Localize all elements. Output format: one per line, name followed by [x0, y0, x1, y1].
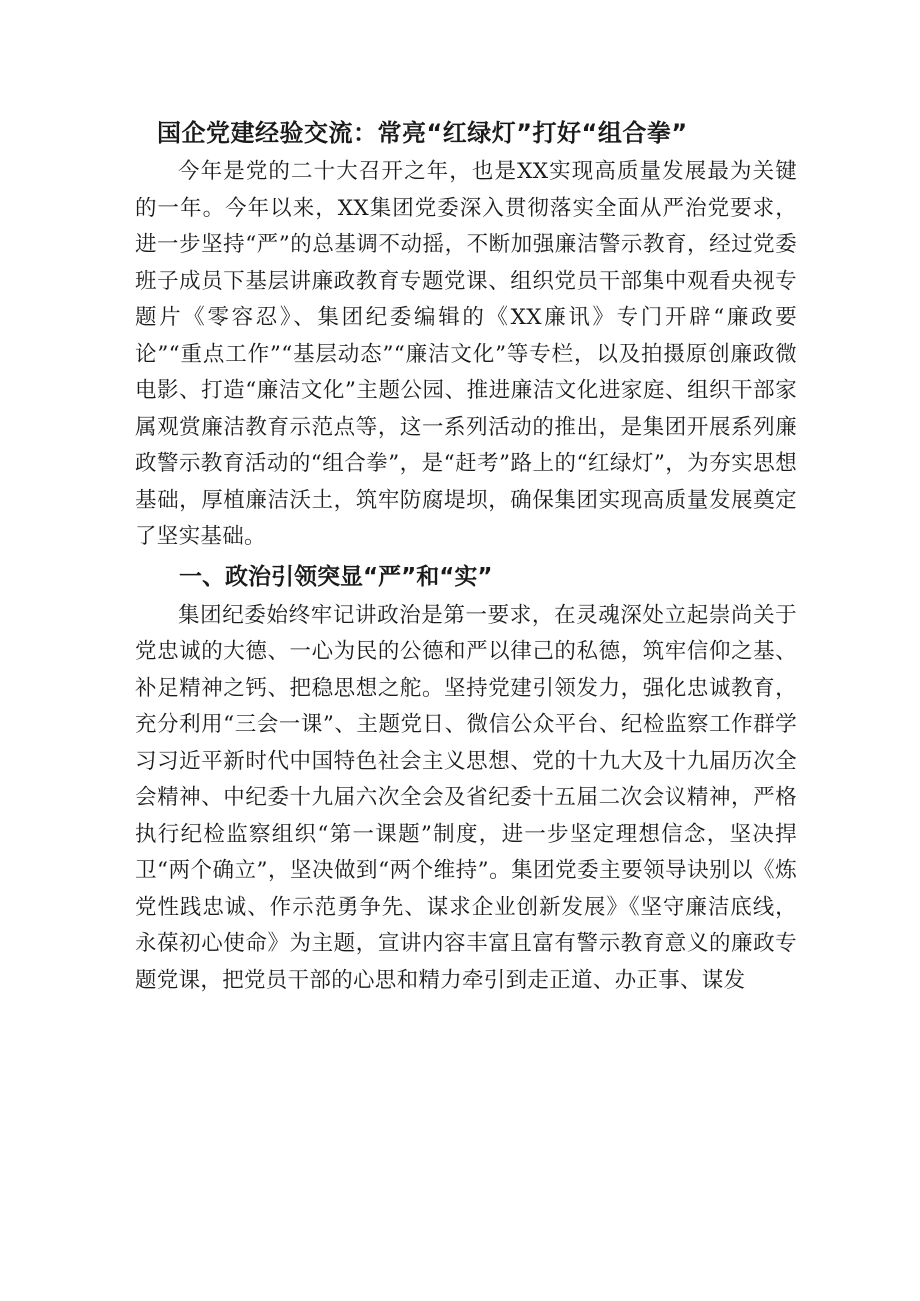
section-1-heading: 一、政治引领突显“严”和“实”: [179, 563, 493, 590]
document-body: [135, 112, 797, 999]
document-title: 国企党建经验交流：常亮“红绿灯”打好“组合拳”: [157, 119, 688, 147]
section-1-paragraph: 集团纪委始终牢记讲政治是第一要求，在灵魂深处立起崇尚关于党忠诚的大德、一心为民的公德和严以律己的私德，筑牢信仰之基、补足精神之钙、把稳思想之舵。坚持党建引领发力，强化忠诚教育，充分利用“三会一课”、主题党日、微信公众平台、纪检监察工作群学习习近平新时代中国特色社会主义思想、党的十九大及十九届历次全会精神、中纪委十九届六次全会及省纪委十五届二次会议精神，严格执行纪检监察组织“第一课题”制度，进一步坚定理想信念，坚决捍卫“两个确立”，坚决做到“两个维持”。集团党委主要领导诀别以《炼党性践忠诚、作示范勇争先、谋求企业创新发展》《坚守廉洁底线，永葆初心使命》为主题，宣讲内容丰富且富有警示教育意义的廉政专题党课，把党员干部的心思和精力牵引到走正道、办正事、谋发: [135, 602, 797, 993]
intro-paragraph: 今年是党的二十大召开之年，也是XX实现高质量发展最为关键的一年。今年以来，XX集团党委深入贯彻落实全面从严治党要求，进一步坚持“严”的总基调不动摇，不断加强廉洁警示教育，经过党委班子成员下基层讲廉政教育专题党课、组织党员干部集中观看央视专题片《零容忍》、集团纪委编辑的《XX廉讯》专门开辟“廉政要论”“重点工作”“基层动态”“廉洁文化”等专栏，以及拍摄原创廉政微电影、打造“廉洁文化”主题公园、推进廉洁文化进家庭、组织干部家属观赏廉洁教育示范点等，这一系列活动的推出，是集团开展系列廉政警示教育活动的“组合拳”，是“赶考”路上的“红绿灯”，为夯实思想基础，厚植廉洁沃土，筑牢防腐堤坝，确保集团实现高质量发展奠定了坚实基础。: [135, 159, 797, 549]
